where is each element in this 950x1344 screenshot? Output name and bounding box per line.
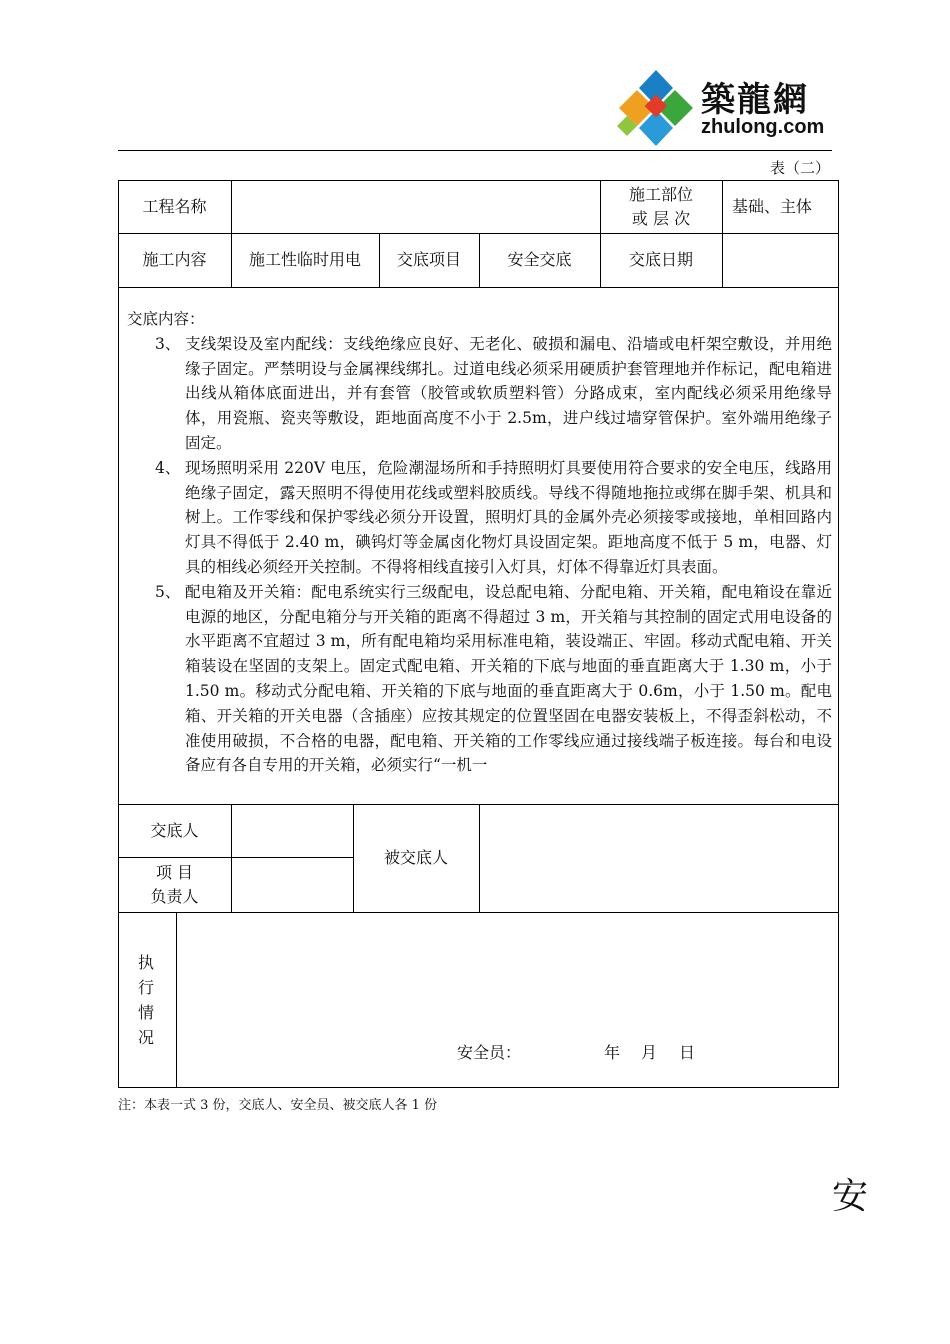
- item-text: 现场照明采用 220V 电压，危险潮湿场所和手持照明灯具要使用符合要求的安全电压，线路用绝缘子固定，露天照明不得使用花线或塑料胶质线。导线不得随地拖拉或绑在脚手架、机具和树上。工作零线和保护零线必须分开设置，照明灯具的金属外壳必须接零或接地，单相回路内灯具不得低于 2.40 m，碘钨灯等金属卤化物灯具设固定架。距地高度不低于 5 m，电器、灯具的相线必须经开关控制。不得将相线直接引入灯具，灯体不得靠近灯具表面。: [185, 458, 832, 576]
- safety-officer-label: 安全员：: [457, 1043, 522, 1062]
- content-label: 施工内容: [142, 250, 207, 269]
- location-label: [600, 180, 722, 233]
- item-label: 交底项目: [396, 250, 461, 269]
- item-text: 配电箱及开关箱：配电系统实行三级配电，设总配电箱、分配电箱、开关箱，配电箱设在靠近电源的地区，分配电箱分与开关箱的距离不得超过 3 m，开关箱与其控制的固定式用电设备的水平距离不宜超过 3 m，所有配电箱均采用标准电箱，装设端正、牢固。移动式配电箱、开关箱装设在坚固的支架上。固定式配电箱、开关箱的下底与地面的垂直距离大于 1.30 m，小于 1.50 m。移动式分配电箱、开关箱的下底与地面的垂直距离大于 0.6m，小于 1.50 m。配电箱、开关箱的开关电器（含插座）应按其规定的位置坚固在电器安装板上，不得歪斜松动，不准使用破损，不合格的电器，配电箱、开关箱的工作零线应通过接线端子板连接。每台和电设备应有各自专用的开关箱，必须实行“一机一: [185, 582, 832, 775]
- zhulong-logo: [615, 68, 835, 148]
- row-divider-2: [118, 287, 839, 288]
- logo-brand-cn: 築龍網: [701, 80, 809, 120]
- manager-value: [231, 857, 353, 912]
- item-number: 3、: [155, 334, 181, 353]
- item-text: 支线架设及室内配线：支线绝缘应良好、无老化、破损和漏电、沿墙或电杆架空敷设，并用绝缘子固定。严禁明设与金属裸线绑扎。过道电线必须采用硬质护套管理地并作标记，配电箱进出线从箱体底面进出，并有套管（胶管或软质塑料管）分路成束，室内配线必须采用绝缘导体，用瓷瓶、瓷夹等敷设，距地面高度不小于 2.5m，进户线过墙穿管保护。室外端用绝缘子固定。: [185, 334, 832, 452]
- location-label-line1: 施工部位: [628, 184, 693, 204]
- recipient-label: 被交底人: [383, 848, 448, 867]
- content-value: 施工性临时用电: [248, 250, 361, 269]
- exec-divider: [176, 912, 177, 1088]
- date-month: 月: [641, 1043, 658, 1062]
- location-value: 基础、主体: [732, 196, 813, 216]
- date-label: 交底日期: [628, 250, 693, 269]
- manager-label: [118, 857, 231, 912]
- manager-label-line2: 负责人: [150, 886, 199, 906]
- footer-note: 注：本表一式 3 份，交底人、安全员、被交底人各 1 份: [118, 1098, 438, 1113]
- manager-label-line1: 项 目: [155, 862, 194, 882]
- item-value: 安全交底: [507, 250, 572, 269]
- form-number: 表（二）: [770, 159, 831, 177]
- date-year: 年: [604, 1043, 621, 1062]
- discloser-value: [231, 804, 353, 857]
- item-number: 4、: [155, 458, 181, 477]
- execution-label-char: 况: [137, 1028, 154, 1047]
- content-item: [127, 580, 832, 778]
- stray-character: 安: [832, 1176, 869, 1217]
- header-rule: [118, 150, 832, 151]
- row-divider-5: [118, 912, 839, 913]
- execution-label-char: 行: [137, 978, 154, 997]
- execution-label-char: 情: [137, 1003, 154, 1022]
- logo-brand-en: zhulong.com: [701, 116, 825, 138]
- recipient-value: [479, 804, 839, 912]
- date-day: 日: [679, 1043, 696, 1062]
- disclosure-content: [127, 307, 832, 778]
- location-label-line2: 或 层 次: [631, 208, 691, 228]
- content-item: [127, 456, 832, 580]
- item-number: 5、: [155, 582, 181, 601]
- execution-label: [134, 950, 158, 1050]
- date-value: [722, 233, 839, 287]
- project-name-value: [231, 180, 600, 233]
- execution-label-char: 执: [137, 953, 154, 972]
- content-lead: 交底内容：: [127, 310, 205, 328]
- discloser-label: 交底人: [150, 820, 199, 840]
- project-name-label: 工程名称: [142, 196, 207, 216]
- logo-cube-icon: [615, 68, 697, 148]
- content-item: [127, 332, 832, 456]
